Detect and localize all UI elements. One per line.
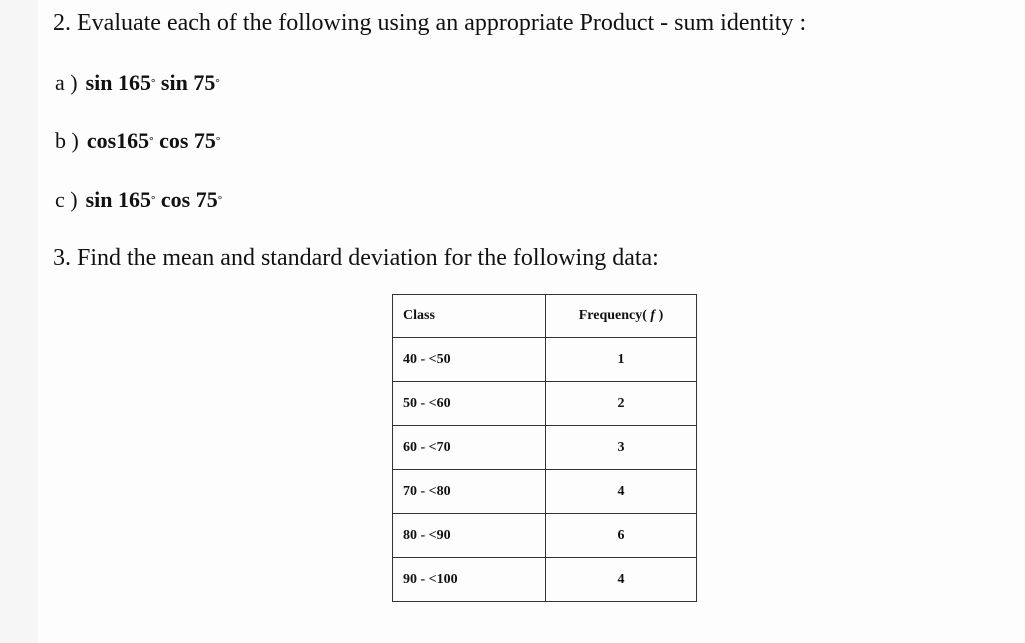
frequency-cell: 4 (546, 558, 697, 602)
question-3-text: 3. Find the mean and standard deviation for the following data: (53, 245, 659, 271)
item-a-label: a ) (55, 70, 78, 95)
frequency-table (392, 294, 697, 602)
item-c (55, 187, 222, 213)
frequency-cell: 2 (546, 382, 697, 426)
item-a-func1: sin (85, 70, 113, 95)
degree-symbol: ° (151, 77, 156, 89)
header-class: Class (393, 295, 546, 338)
item-c-angle2: 75 (195, 187, 218, 212)
header-frequency-close: ) (658, 308, 664, 323)
item-c-func1: sin (85, 187, 113, 212)
header-frequency-label: Frequency( (578, 308, 647, 323)
degree-symbol: ° (151, 194, 156, 206)
degree-symbol: ° (215, 77, 220, 89)
item-b-func2: cos (159, 128, 189, 153)
item-b-label: b ) (55, 128, 79, 153)
frequency-cell: 3 (546, 426, 697, 470)
item-a (55, 70, 220, 96)
item-b (55, 128, 220, 154)
degree-symbol: ° (215, 135, 221, 147)
table-row (393, 382, 697, 426)
frequency-cell: 1 (546, 338, 697, 382)
class-cell: 40 - <50 (393, 338, 546, 382)
table-row (393, 338, 697, 382)
item-b-angle1: 165 (116, 128, 150, 153)
table-row (393, 558, 697, 602)
item-b-func1: cos (86, 128, 117, 153)
class-cell: 80 - <90 (393, 514, 546, 558)
frequency-cell: 4 (546, 470, 697, 514)
class-cell: 50 - <60 (393, 382, 546, 426)
table-header-row (393, 295, 697, 338)
item-b-angle2: 75 (193, 128, 216, 153)
item-c-func2: cos (160, 187, 191, 212)
degree-symbol: ° (217, 194, 223, 206)
header-frequency (546, 295, 697, 338)
item-c-label: c ) (55, 187, 78, 212)
table-row (393, 514, 697, 558)
table-row (393, 426, 697, 470)
class-cell: 70 - <80 (393, 470, 546, 514)
table-row (393, 470, 697, 514)
item-a-angle1: 165 (118, 70, 152, 95)
class-cell: 60 - <70 (393, 426, 546, 470)
item-c-angle1: 165 (118, 187, 152, 212)
header-frequency-symbol: f (650, 308, 656, 323)
frequency-cell: 6 (546, 514, 697, 558)
class-cell: 90 - <100 (393, 558, 546, 602)
item-a-angle2: 75 (193, 70, 216, 95)
item-a-func2: sin (160, 70, 188, 95)
degree-symbol: ° (149, 135, 154, 147)
question-2-text: 2. Evaluate each of the following using an appropriate Product - sum identity : (53, 10, 807, 36)
